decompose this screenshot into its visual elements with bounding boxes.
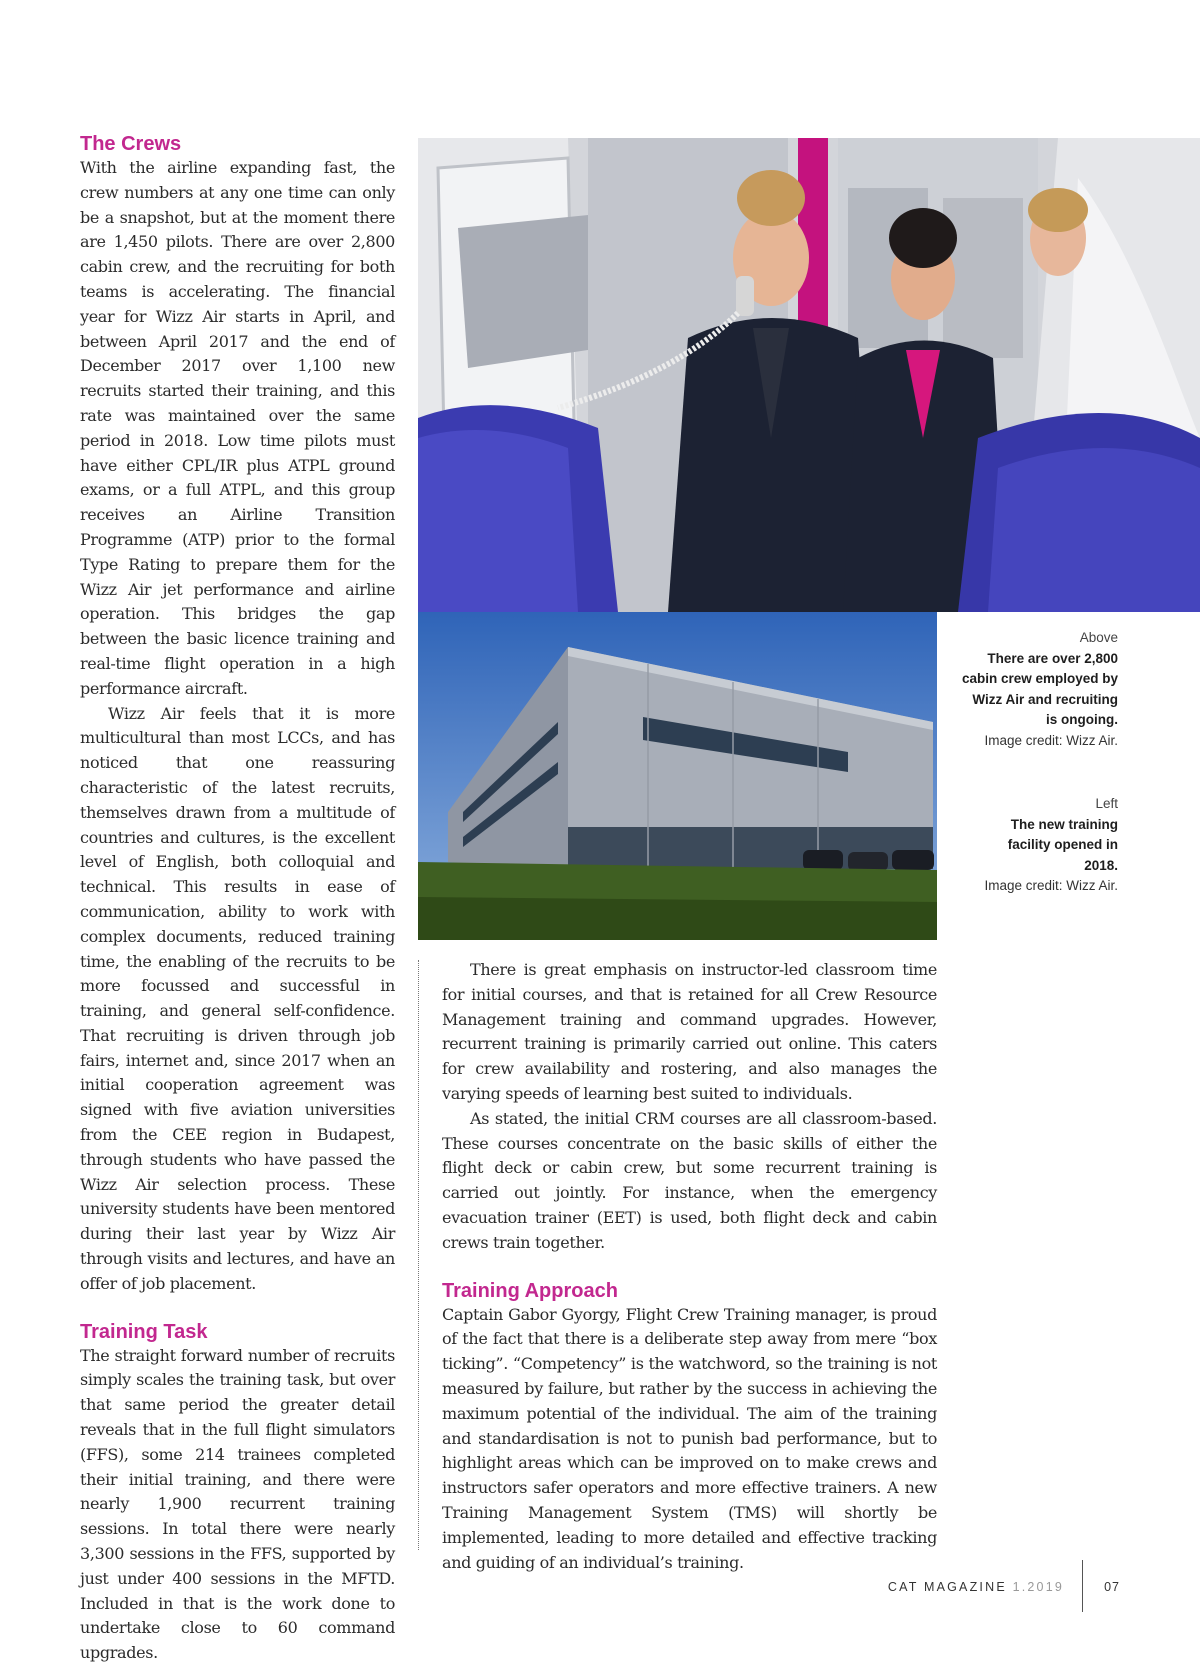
page-footer [800, 1570, 1200, 1614]
classroom-paragraph: There is great emphasis on instructor-led classroom time for initial courses, and that is retained for all Crew Resource Management training and command upgrades. However, recurrent training is primarily carried out online. This caters for crew availability and rostering, and also manages the varying speeds of learning best suited to individuals. [442, 960, 937, 1103]
left-column [80, 132, 395, 1666]
issue-number: 1.2019 [1012, 1580, 1064, 1594]
caption-left-credit: Image credit: Wizz Air. [984, 878, 1118, 894]
crews-paragraph-2: Wizz Air feels that it is more multicultural than most LCCs, and has noticed that one reassuring characteristic of the latest recruits, themselves drawn from a multitude of countries and cultures, is the excellent level of English, both colloquial and technical. This results in ease of communication, ability to work with complex documents, reduced training time, the enabling of the recruits to be more focussed and successful in training, and general self-confidence. That recruiting is driven through job fairs, internet and, since 2017 when an initial cooperation agreement was signed with five aviation universities from the CEE region in Budapest, through students who have passed the Wizz Air selection process. These university students have been mentored during their last year by Wizz Air through visits and lectures, and have an offer of job placement. [80, 703, 395, 1293]
magazine-name: CAT MAGAZINE [887, 1580, 1007, 1594]
column-divider [418, 960, 419, 1550]
caption-above-credit: Image credit: Wizz Air. [984, 732, 1118, 748]
spacer [80, 1297, 395, 1320]
crm-paragraph: As stated, the initial CRM courses are all classroom-based. These courses concentrate on the basic skills of either the flight deck or cabin crew, but some recurrent training is carried out jointly. For instance, when the emergency evacuation trainer (EET) is used, both flight deck and cabin crews train together. [442, 1108, 937, 1252]
cabin-crew-photo [418, 138, 1200, 612]
footer-separator [1082, 1560, 1083, 1612]
magazine-title [888, 1580, 1064, 1594]
training-task-paragraph: The straight forward number of recruits simply scales the training task, but over that same period the greater detail reveals that in the full flight simulators (FFS), some 214 trainees completed their initial training, and there were nearly 1,900 recurrent training sessions. In total there were nearly 3,300 sessions in the FFS, supported by just under 400 sessions in the MFTD. Included in that is the work done to undertake close to 60 command upgrades. [80, 1345, 395, 1663]
training-approach-paragraph: Captain Gabor Gyorgy, Flight Crew Training manager, is proud of the fact that there is a deliberate step away from mere “box ticking”. “Competency” is the watchword, so the training is not measured by failure, but rather by the success in achieving the maximum potential of the individual. The aim of the training and standardisation is not to punish bad performance, but to highlight areas which can be improved on to make crews and instructors safer operators and more effective trainers. A new Training Management System (TMS) will shortly be implemented, leading to more detailed and effective tracking and guiding of an individual’s training. [442, 1304, 937, 1572]
caption-left-text: The new training facility opened in 2018. [1007, 816, 1118, 873]
page-number: 07 [1104, 1580, 1120, 1594]
caption-above-label: Above [1079, 630, 1118, 645]
caption-above [958, 628, 1118, 752]
section-heading-training-approach: Training Approach [442, 1279, 618, 1302]
crews-paragraph-1: With the airline expanding fast, the crew numbers at any one time can only be a snapshot, but at the moment there are 1,450 pilots. There are over 2,800 cabin crew, and the recruiting for both teams is accelerating. The financial year for Wizz Air starts in April, and between April 2017 and the end of December 2017 over 1,100 new recruits started their training, and this rate was maintained over the same period in 2018. Low time pilots must have either CPL/IR plus ATPL ground exams, or a full ATPL, and this group receives an Airline Transition Programme (ATP) prior to the formal Type Rating to prepare them for the Wizz Air jet performance and airline operation. This bridges the gap between the basic licence training and real-time flight operation in a high performance aircraft. [80, 158, 395, 698]
spacer [442, 1256, 937, 1279]
caption-left-label: Left [1095, 796, 1118, 811]
section-heading-training-task: Training Task [80, 1320, 208, 1343]
training-facility-photo [418, 612, 937, 940]
caption-above-text: There are over 2,800 cabin crew employed by Wizz Air and recruiting is ongoing. [961, 650, 1118, 728]
section-heading-the-crews: The Crews [80, 133, 182, 155]
right-column [442, 958, 937, 1575]
caption-left [978, 794, 1118, 897]
